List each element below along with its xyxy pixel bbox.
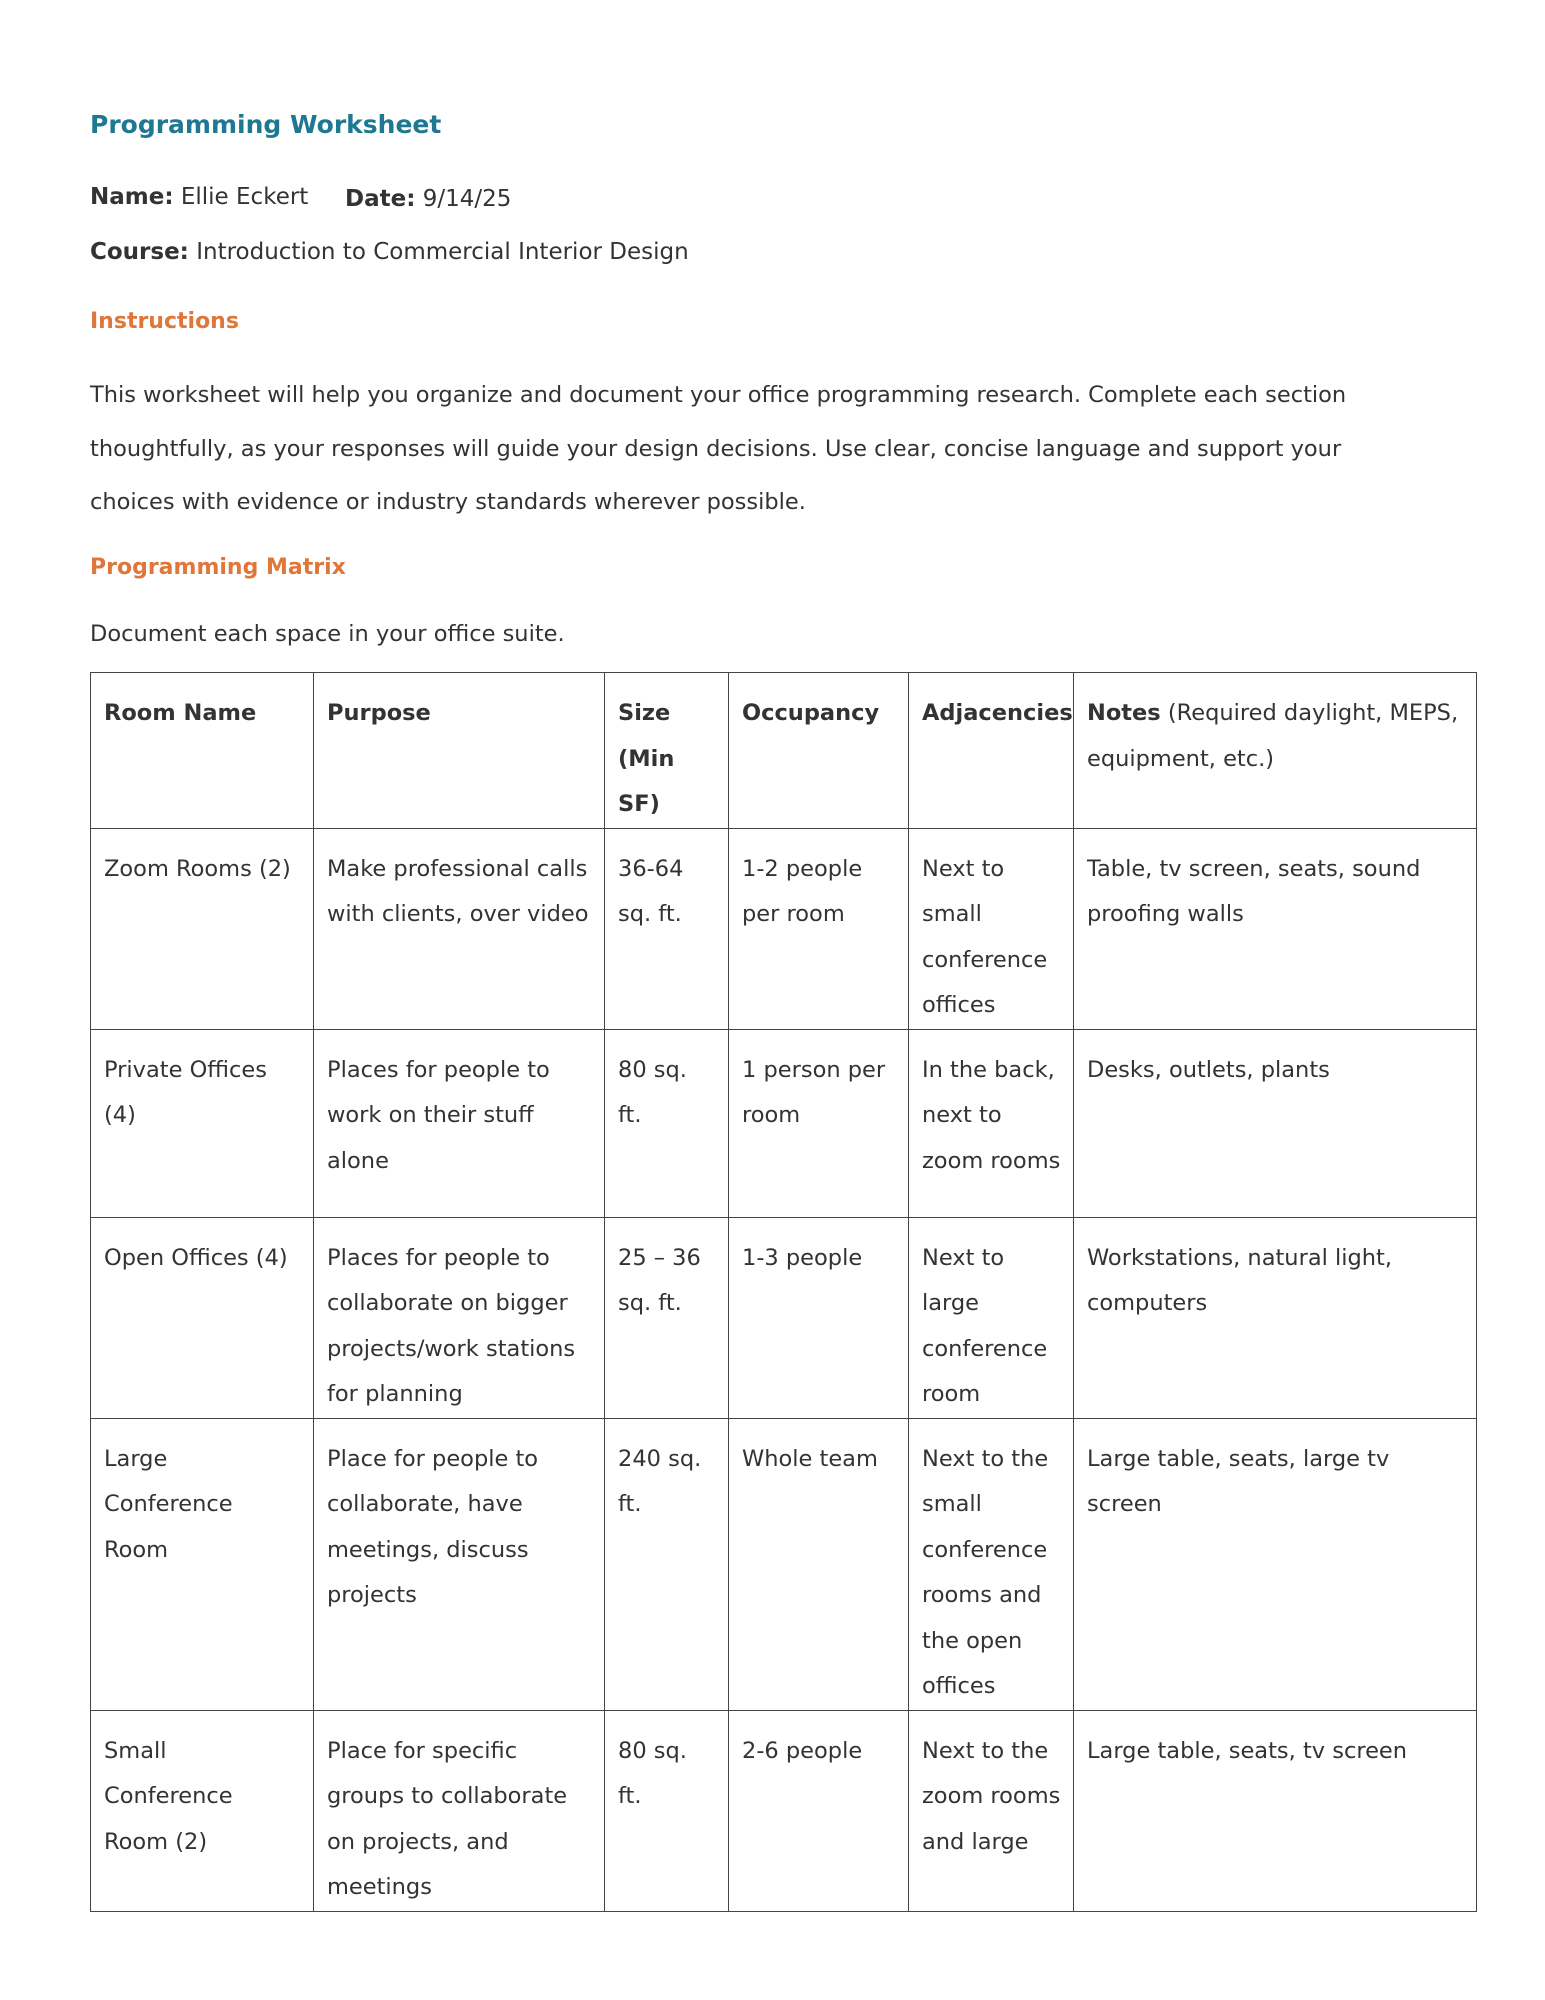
cell-purpose: Place for specific groups to collaborate on projects, and meetings — [314, 1710, 605, 1911]
cell-size: 36-64 sq. ft. — [605, 828, 729, 1029]
header-occupancy: Occupancy — [729, 673, 909, 829]
cell-notes: Workstations, natural light, computers — [1074, 1217, 1477, 1418]
cell-adjacencies: Next to the zoom rooms and large — [909, 1710, 1074, 1911]
cell-room-name: Small Conference Room (2) — [91, 1710, 314, 1911]
cell-adjacencies: Next to small conference offices — [909, 828, 1074, 1029]
name-date-row — [90, 184, 512, 212]
programming-matrix-table — [90, 672, 1477, 1912]
cell-room-name: Private Offices (4) — [91, 1029, 314, 1217]
cell-occupancy: 2-6 people — [729, 1710, 909, 1911]
cell-room-name: Open Offices (4) — [91, 1217, 314, 1418]
table-row — [91, 1217, 1477, 1418]
name-value: Ellie Eckert — [180, 184, 309, 210]
cell-notes: Desks, outlets, plants — [1074, 1029, 1477, 1217]
course-row — [90, 239, 689, 265]
cell-notes: Large table, seats, tv screen — [1074, 1710, 1477, 1911]
instructions-heading: Instructions — [90, 309, 239, 334]
header-notes-detail: (Required daylight, MEPS, equipment, etc.) — [1087, 700, 1459, 772]
cell-purpose: Make professional calls with clients, over video — [314, 828, 605, 1029]
header-notes-label: Notes — [1087, 700, 1161, 726]
table-row — [91, 1710, 1477, 1911]
cell-purpose: Places for people to collaborate on bigger projects/work stations for planning — [314, 1217, 605, 1418]
cell-purpose: Places for people to work on their stuff alone — [314, 1029, 605, 1217]
cell-occupancy: 1-3 people — [729, 1217, 909, 1418]
course-label: Course: — [90, 239, 189, 265]
cell-occupancy: 1-2 people per room — [729, 828, 909, 1029]
cell-notes: Large table, seats, large tv screen — [1074, 1418, 1477, 1710]
name-label: Name: — [90, 184, 174, 210]
cell-occupancy: Whole team — [729, 1418, 909, 1710]
date-field — [345, 186, 511, 212]
cell-purpose: Place for people to collaborate, have meetings, discuss projects — [314, 1418, 605, 1710]
page-title: Programming Worksheet — [90, 110, 442, 139]
cell-room-name: Zoom Rooms (2) — [91, 828, 314, 1029]
date-value: 9/14/25 — [422, 186, 512, 212]
header-size: Size (Min SF) — [605, 673, 729, 829]
cell-adjacencies: In the back, next to zoom rooms — [909, 1029, 1074, 1217]
table-header-row — [91, 673, 1477, 829]
header-notes — [1074, 673, 1477, 829]
instructions-body: This worksheet will help you organize and document your office programming research. Complete each section thoughtfully, as your responses will guide your design decisions. Use clear, concise language and support your choices with evidence or industry standards wherever possible. — [90, 382, 1347, 515]
course-value: Introduction to Commercial Interior Design — [196, 239, 689, 265]
table-row — [91, 828, 1477, 1029]
programming-matrix-heading: Programming Matrix — [90, 555, 346, 580]
cell-notes: Table, tv screen, seats, sound proofing walls — [1074, 828, 1477, 1029]
name-field — [90, 184, 308, 210]
header-adjacencies: Adjacencies — [909, 673, 1074, 829]
cell-room-name: Large Conference Room — [91, 1418, 314, 1710]
matrix-intro: Document each space in your office suite. — [90, 621, 565, 647]
cell-adjacencies: Next to large conference room — [909, 1217, 1074, 1418]
header-room-name: Room Name — [91, 673, 314, 829]
cell-occupancy: 1 person per room — [729, 1029, 909, 1217]
table-row — [91, 1418, 1477, 1710]
cell-size: 240 sq. ft. — [605, 1418, 729, 1710]
date-label: Date: — [345, 186, 416, 212]
table-row — [91, 1029, 1477, 1217]
cell-adjacencies: Next to the small conference rooms and the open offices — [909, 1418, 1074, 1710]
cell-size: 25 – 36 sq. ft. — [605, 1217, 729, 1418]
header-purpose: Purpose — [314, 673, 605, 829]
cell-size: 80 sq. ft. — [605, 1029, 729, 1217]
cell-size: 80 sq. ft. — [605, 1710, 729, 1911]
